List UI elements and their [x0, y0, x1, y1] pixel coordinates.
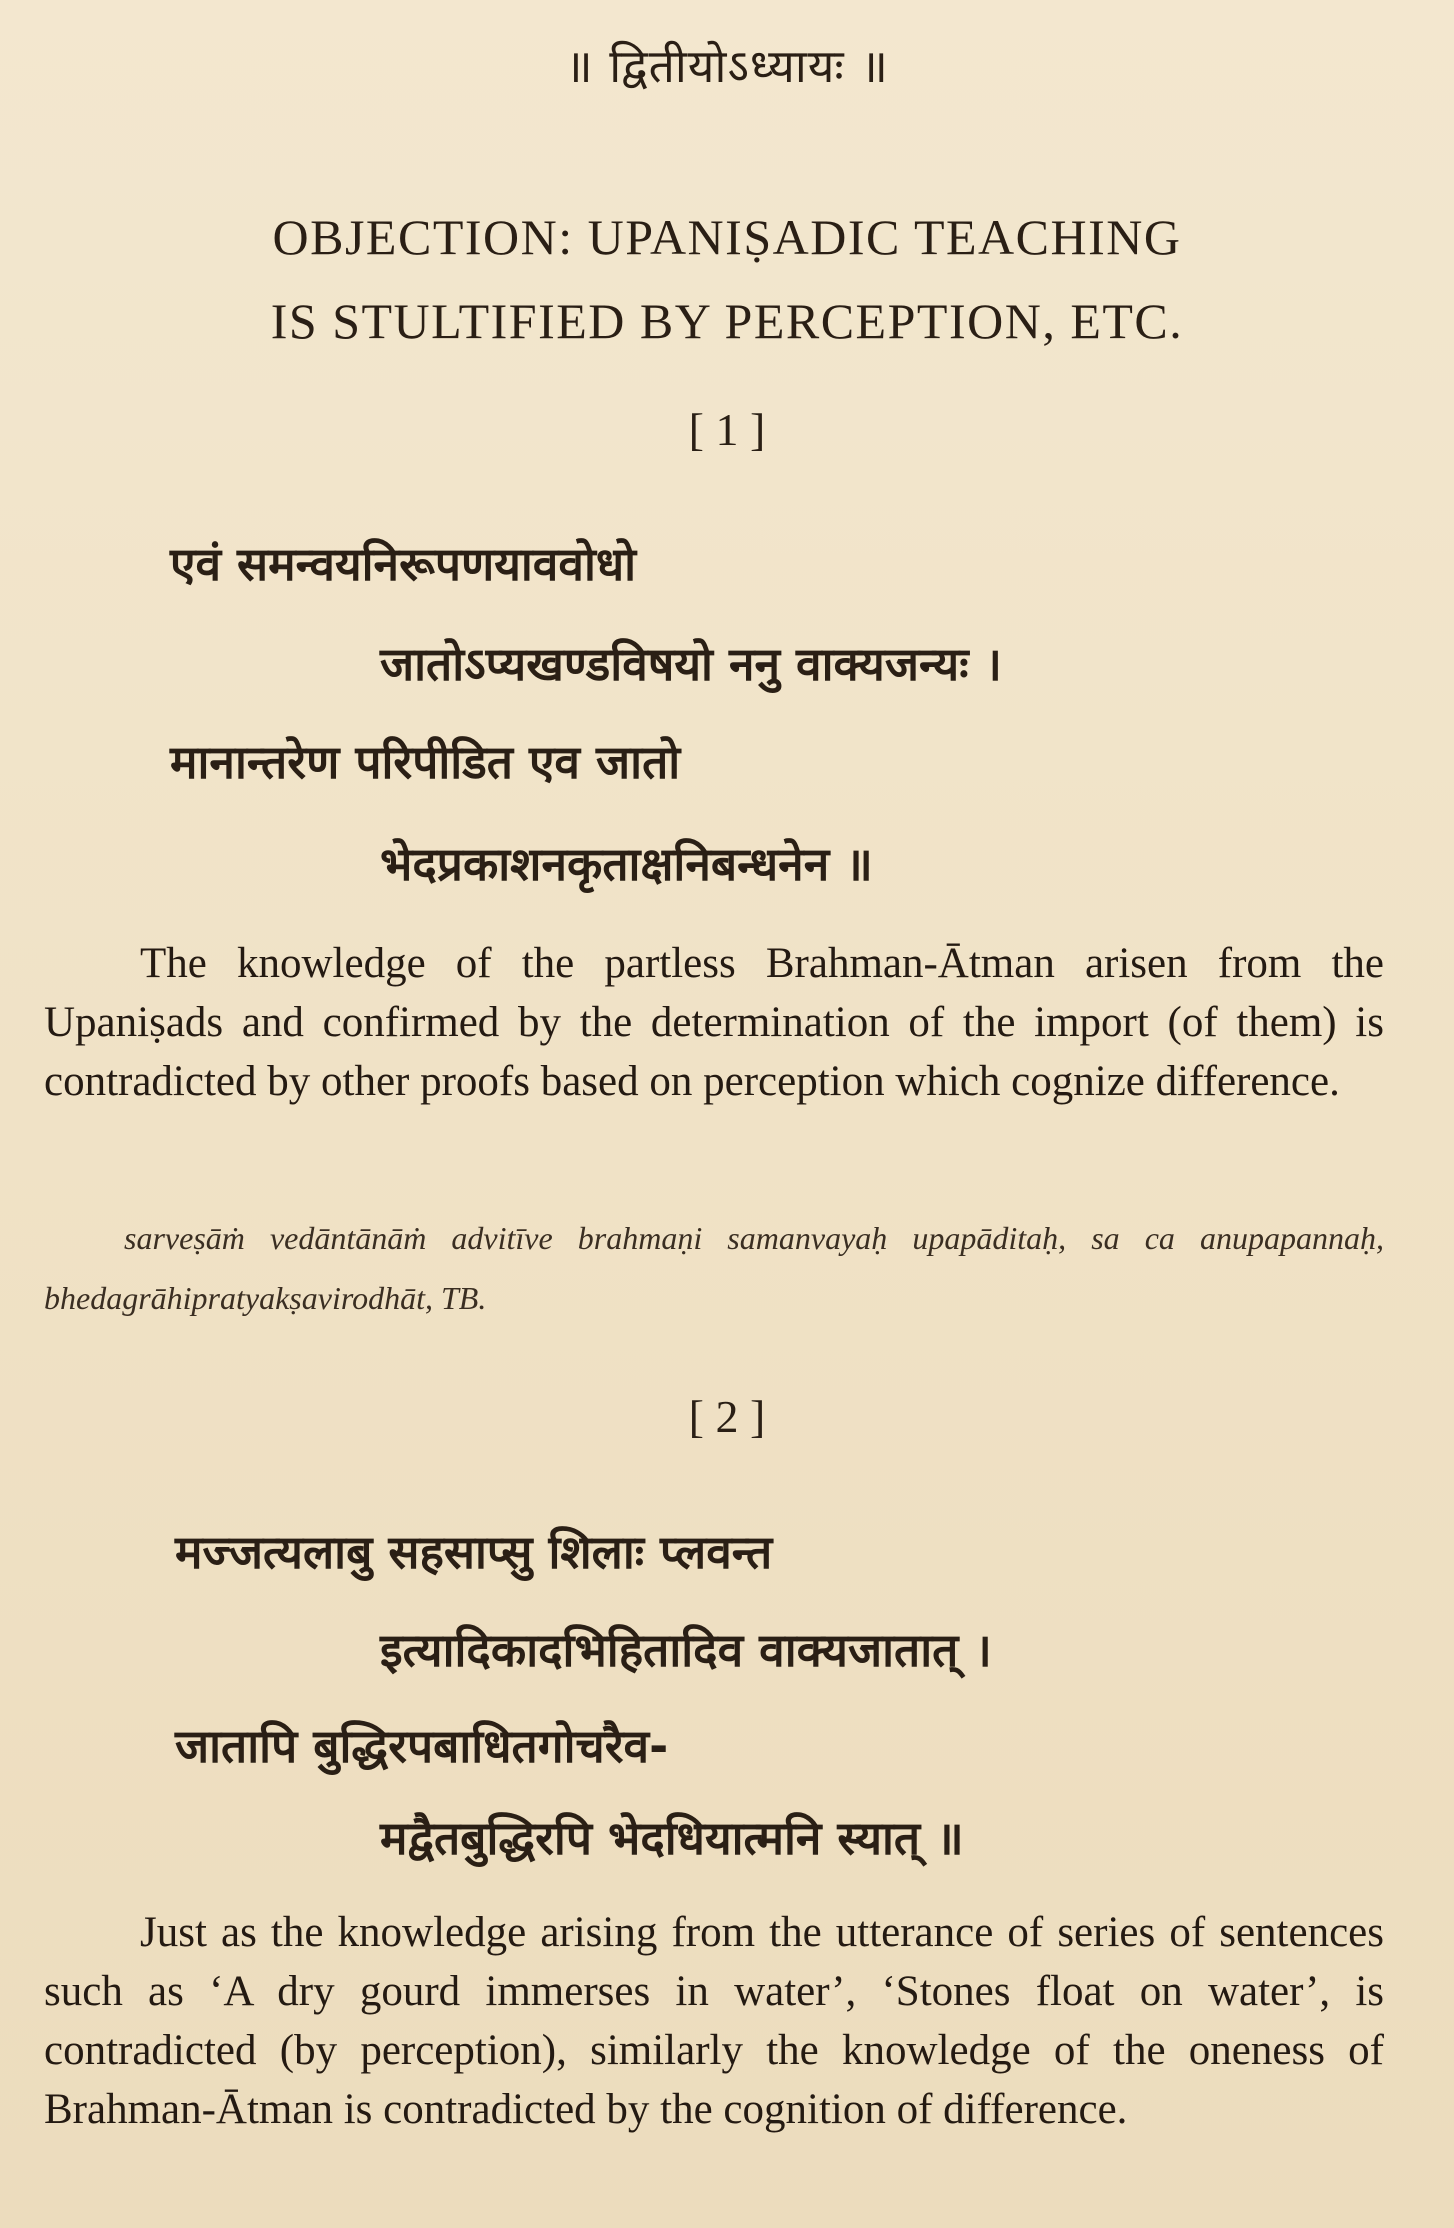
verse-2-line-1: मज्जत्यलाबु सहसाप्सु शिलाः प्लवन्त — [175, 1525, 773, 1579]
verse-1-translation-text: The knowledge of the partless Brahman-Ātman arisen from the Upaniṣads and confirmed by the determination of the import (of them) is contradicted by other proofs based on perception which cognize difference. — [44, 940, 1384, 1105]
verse-2-line-2: इत्यादिकादभिहितादिव वाक्यजातात् । — [380, 1623, 992, 1677]
verse-1-line-4: भेदप्रकाशनकृताक्षनिबन्धनेन ॥ — [380, 837, 873, 891]
section-title-line-2: IS STULTIFIED BY PERCEPTION, ETC. — [270, 293, 1184, 349]
verse-2-translation — [44, 1903, 1384, 2139]
verse-2-line-3: जातापि बुद्धिरपबाधितगोचरैव- — [175, 1719, 669, 1773]
verse-1-line-3: मानान्तरेण परिपीडित एव जातो — [170, 735, 681, 789]
verse-1-line-2: जातोऽप्यखण्डविषयो ननु वाक्यजन्यः । — [380, 637, 1002, 691]
chapter-heading: ॥ द्वितीयोऽध्यायः ॥ — [565, 39, 889, 93]
section-title — [140, 195, 1314, 363]
verse-number-2: [ 2 ] — [688, 1391, 766, 1442]
verse-1-footnote: sarveṣāṁ vedāntānāṁ advitīve brahmaṇi samanvayaḥ upapāditaḥ, sa ca anupapannaḥ, bhedagrāhipratyakṣavirodhāt, TB. — [44, 1220, 1384, 1316]
section-title-line-1: OBJECTION: UPANIṢADIC TEACHING — [272, 209, 1182, 265]
verse-1-translation — [44, 934, 1384, 1111]
verse-2-translation-text: Just as the knowledge arising from the utterance of series of sentences such as ‘A dry gourd immerses in water’, ‘Stones float on water’, is contradicted (by perception), similarly the knowledge of the oneness of Brahman-Ātman is contradicted by the cognition of difference. — [44, 1909, 1384, 2133]
verse-1-line-1: एवं समन्वयनिरूपणयाववोधो — [170, 537, 637, 591]
verse-number-1: [ 1 ] — [688, 404, 766, 455]
verse-2-line-4: मद्वैतबुद्धिरपि भेदधियात्मनि स्यात् ॥ — [380, 1811, 964, 1865]
